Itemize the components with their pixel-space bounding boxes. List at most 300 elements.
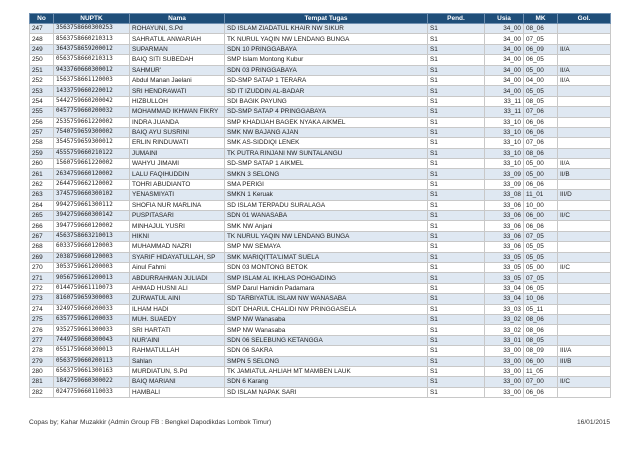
cell-no: 270 [30, 262, 54, 272]
cell-no: 274 [30, 304, 54, 314]
cell-mk: 08_05 [524, 96, 558, 106]
cell-no: 279 [30, 356, 54, 366]
cell-gol [558, 86, 611, 96]
cell-pend: S1 [428, 356, 485, 366]
cell-gol [558, 34, 611, 44]
table-row [30, 366, 611, 376]
cell-nama: SUPARMAN [130, 44, 225, 54]
cell-usia: 33_04 [485, 283, 524, 293]
cell-pend: S1 [428, 75, 485, 85]
cell-no: 281 [30, 377, 54, 387]
cell-gol [558, 138, 611, 148]
cell-no: 263 [30, 190, 54, 200]
cell-tempat: SMA PERIGI [225, 179, 428, 189]
cell-pend: S1 [428, 325, 485, 335]
cell-mk: 05_11 [524, 304, 558, 314]
table-row [30, 231, 611, 241]
cell-no: 261 [30, 169, 54, 179]
cell-nama: SAHRATUL ANWARIAH [130, 34, 225, 44]
cell-no: 262 [30, 179, 54, 189]
cell-nama: MOHAMMAD IKHWAN FIKRY [130, 107, 225, 117]
table-row [30, 65, 611, 75]
cell-no: 277 [30, 335, 54, 345]
cell-tempat: SMP Islam Montong Kubur [225, 55, 428, 65]
cell-gol: III/D [558, 190, 611, 200]
cell-nama: PUSPITASARI [130, 211, 225, 221]
cell-mk: 07_06 [524, 107, 558, 117]
cell-pend: S1 [428, 211, 485, 221]
cell-nama: MINHAJUL YUSRI [130, 221, 225, 231]
cell-pend: S1 [428, 96, 485, 106]
cell-gol: III/B [558, 356, 611, 366]
cell-nuptk: 0457759660200032 [54, 107, 130, 117]
cell-tempat: SDN 01 WANASABA [225, 211, 428, 221]
cell-no: 250 [30, 55, 54, 65]
cell-nama: MUHAMMAD NAZRI [130, 242, 225, 252]
table-row [30, 75, 611, 85]
cell-gol [558, 221, 611, 231]
cell-no: 275 [30, 314, 54, 324]
cell-gol: II/C [558, 377, 611, 387]
table-row [30, 242, 611, 252]
cell-pend: S1 [428, 138, 485, 148]
cell-usia: 33_10 [485, 127, 524, 137]
cell-pend: S1 [428, 24, 485, 34]
cell-no: 269 [30, 252, 54, 262]
cell-usia: 33_03 [485, 304, 524, 314]
cell-gol [558, 252, 611, 262]
cell-usia: 34_00 [485, 34, 524, 44]
cell-pend: S1 [428, 34, 485, 44]
table-body [30, 24, 611, 398]
cell-tempat: TK NURUL YAQIN NW LENDANG BUNGA [225, 34, 428, 44]
cell-nuptk: 1563758661120003 [54, 75, 130, 85]
cell-pend: S1 [428, 148, 485, 158]
page-footer [29, 419, 610, 429]
cell-nama: HIKNI [130, 231, 225, 241]
cell-gol: II/A [558, 75, 611, 85]
cell-nuptk: 0563758660210313 [54, 55, 130, 65]
cell-mk: 06_09 [524, 44, 558, 54]
cell-tempat: SMK AS-SIDDIQI LENEK [225, 138, 428, 148]
cell-pend: S1 [428, 169, 485, 179]
cell-tempat: SMP NW Wanasaba [225, 325, 428, 335]
cell-pend: S1 [428, 252, 485, 262]
cell-tempat: SMPN 5 SELONG [225, 356, 428, 366]
cell-tempat: SD-SMP SATAP 4 PRINGGABAYA [225, 107, 428, 117]
cell-nuptk: 9352759661300033 [54, 325, 130, 335]
cell-no: 247 [30, 24, 54, 34]
cell-gol [558, 387, 611, 397]
table-row [30, 127, 611, 137]
cell-mk: 08_06 [524, 325, 558, 335]
cell-mk: 04_00 [524, 75, 558, 85]
cell-mk: 07_00 [524, 377, 558, 387]
cell-pend: S1 [428, 273, 485, 283]
cell-gol [558, 325, 611, 335]
cell-nama: BAIQ AYU SUSRINI [130, 127, 225, 137]
cell-pend: S1 [428, 221, 485, 231]
cell-usia: 33_10 [485, 159, 524, 169]
cell-nama: SRI HARTATI [130, 325, 225, 335]
col-header-nama: Nama [130, 14, 225, 24]
cell-nuptk: 3745759660300102 [54, 190, 130, 200]
table-row [30, 117, 611, 127]
cell-pend: S1 [428, 335, 485, 345]
cell-nama: ROHAYUNI, S.Pd [130, 24, 225, 34]
cell-nuptk: 3249759660200033 [54, 304, 130, 314]
table-row [30, 221, 611, 231]
cell-gol [558, 127, 611, 137]
cell-nama: LALU FAQIHUDDIN [130, 169, 225, 179]
col-header-usia: Usia [485, 14, 524, 24]
cell-mk: 11_01 [524, 190, 558, 200]
cell-mk: 05_05 [524, 86, 558, 96]
cell-gol: II/C [558, 211, 611, 221]
cell-gol [558, 283, 611, 293]
cell-nuptk: 2634759660120002 [54, 169, 130, 179]
table-row [30, 262, 611, 272]
cell-mk: 05_05 [524, 252, 558, 262]
cell-gol: III/A [558, 346, 611, 356]
cell-tempat: SMKN 1 Keruak [225, 190, 428, 200]
cell-usia: 33_00 [485, 366, 524, 376]
cell-pend: S1 [428, 117, 485, 127]
col-header-gol: Gol. [558, 14, 611, 24]
cell-no: 271 [30, 273, 54, 283]
cell-tempat: SDN 10 PRINGGABAYA [225, 44, 428, 54]
cell-tempat: SD TARBIYATUL ISLAM NW WANASABA [225, 294, 428, 304]
cell-nuptk: 3643758659200012 [54, 44, 130, 54]
cell-usia: 33_11 [485, 96, 524, 106]
cell-nama: MUH. SUAEDY [130, 314, 225, 324]
col-header-pend: Pend. [428, 14, 485, 24]
cell-nuptk: 6563759661300163 [54, 366, 130, 376]
cell-no: 259 [30, 148, 54, 158]
cell-tempat: SDN 06 SELEBUNG KETANGGA [225, 335, 428, 345]
cell-usia: 33_10 [485, 138, 524, 148]
cell-nama: TOHRI ABUDIANTO [130, 179, 225, 189]
cell-no: 248 [30, 34, 54, 44]
cell-gol [558, 96, 611, 106]
cell-no: 273 [30, 294, 54, 304]
cell-nama: SRI HENDRAWATI [130, 86, 225, 96]
cell-nuptk: 4555759660210122 [54, 148, 130, 158]
cell-no: 255 [30, 107, 54, 117]
cell-nuptk: 8160759659300003 [54, 294, 130, 304]
cell-usia: 34_00 [485, 75, 524, 85]
cell-nama: Abdul Manan Jaelani [130, 75, 225, 85]
cell-pend: S1 [428, 304, 485, 314]
cell-pend: S1 [428, 107, 485, 117]
table-row [30, 148, 611, 158]
cell-nama: BAIQ SITI SUBEDAH [130, 55, 225, 65]
cell-nuptk: 3545759659300012 [54, 138, 130, 148]
cell-nama: HAMBALI [130, 387, 225, 397]
cell-mk: 11_05 [524, 366, 558, 376]
cell-no: 258 [30, 138, 54, 148]
cell-pend: S1 [428, 200, 485, 210]
cell-mk: 05_05 [524, 242, 558, 252]
table-row [30, 159, 611, 169]
cell-mk: 06_06 [524, 127, 558, 137]
cell-mk: 08_06 [524, 314, 558, 324]
cell-mk: 06_05 [524, 55, 558, 65]
cell-nuptk: 4563758663210013 [54, 231, 130, 241]
cell-no: 265 [30, 211, 54, 221]
cell-usia: 33_10 [485, 117, 524, 127]
cell-gol [558, 242, 611, 252]
cell-usia: 33_06 [485, 242, 524, 252]
cell-pend: S1 [428, 159, 485, 169]
table-row [30, 304, 611, 314]
cell-usia: 33_05 [485, 252, 524, 262]
cell-nuptk: 2535759661220002 [54, 117, 130, 127]
cell-no: 268 [30, 242, 54, 252]
cell-mk: 06_06 [524, 387, 558, 397]
cell-nuptk: 8563758660210313 [54, 34, 130, 44]
cell-gol [558, 55, 611, 65]
cell-pend: S1 [428, 242, 485, 252]
table-row [30, 190, 611, 200]
cell-nama: Sahlan [130, 356, 225, 366]
cell-pend: S1 [428, 294, 485, 304]
cell-gol [558, 231, 611, 241]
cell-usia: 33_06 [485, 221, 524, 231]
cell-no: 280 [30, 366, 54, 376]
cell-nuptk: 3947759660120002 [54, 221, 130, 231]
cell-no: 249 [30, 44, 54, 54]
cell-no: 252 [30, 75, 54, 85]
cell-nama: AHMAD HUSNI ALI [130, 283, 225, 293]
cell-no: 260 [30, 159, 54, 169]
table-row [30, 346, 611, 356]
col-header-tempat: Tempat Tugas [225, 14, 428, 24]
cell-tempat: TK NURUL YAQIN NW LENDANG BUNGA [225, 231, 428, 241]
table-row [30, 55, 611, 65]
cell-gol [558, 148, 611, 158]
cell-nama: ZURWATUL AINI [130, 294, 225, 304]
cell-mk: 08_06 [524, 24, 558, 34]
header-row [30, 14, 611, 24]
cell-mk: 10_00 [524, 200, 558, 210]
cell-tempat: TK PUTRA RINJANI NW SUNTALANGU [225, 148, 428, 158]
cell-nama: MURDIATUN, S.Pd [130, 366, 225, 376]
cell-tempat: SDN 6 Karang [225, 377, 428, 387]
cell-nama: Ainul Fahmi [130, 262, 225, 272]
cell-gol [558, 24, 611, 34]
cell-usia: 33_11 [485, 107, 524, 117]
cell-pend: S1 [428, 314, 485, 324]
table-row [30, 96, 611, 106]
cell-gol [558, 107, 611, 117]
cell-no: 264 [30, 200, 54, 210]
table-row [30, 252, 611, 262]
cell-gol [558, 366, 611, 376]
cell-nuptk: 1560759661220002 [54, 159, 130, 169]
cell-tempat: SDN 06 SAKRA [225, 346, 428, 356]
cell-mk: 07_05 [524, 34, 558, 44]
cell-no: 282 [30, 387, 54, 397]
cell-usia: 33_06 [485, 200, 524, 210]
cell-mk: 06_06 [524, 221, 558, 231]
cell-nama: BAIQ MARIANI [130, 377, 225, 387]
cell-nama: SHOFIA NUR MARLINA [130, 200, 225, 210]
cell-gol [558, 335, 611, 345]
cell-usia: 33_08 [485, 190, 524, 200]
cell-tempat: SMP Darul Hamidin Padamara [225, 283, 428, 293]
table-row [30, 387, 611, 397]
cell-pend: S1 [428, 86, 485, 96]
cell-tempat: SMP NW SEMAYA [225, 242, 428, 252]
cell-nama: YENASMIYATI [130, 190, 225, 200]
cell-usia: 34_00 [485, 55, 524, 65]
cell-mk: 08_09 [524, 346, 558, 356]
footer-date: 16/01/2015 [576, 419, 610, 426]
cell-nuptk: 3942759660300142 [54, 211, 130, 221]
cell-gol [558, 304, 611, 314]
cell-usia: 33_06 [485, 211, 524, 221]
cell-mk: 05_00 [524, 262, 558, 272]
cell-tempat: SDN 03 MONTONG BETOK [225, 262, 428, 272]
cell-mk: 05_00 [524, 169, 558, 179]
cell-tempat: SDN 03 PRINGGABAYA [225, 65, 428, 75]
cell-pend: S1 [428, 283, 485, 293]
cell-mk: 06_06 [524, 179, 558, 189]
table-row [30, 200, 611, 210]
cell-usia: 33_00 [485, 377, 524, 387]
cell-no: 266 [30, 221, 54, 231]
data-sheet [29, 13, 610, 398]
cell-mk: 07_06 [524, 138, 558, 148]
cell-tempat: SD ISLAM TERPADU SURALAGA [225, 200, 428, 210]
cell-no: 276 [30, 325, 54, 335]
cell-nama: RAHMATULLAH [130, 346, 225, 356]
cell-no: 256 [30, 117, 54, 127]
cell-tempat: SMKN 3 SELONG [225, 169, 428, 179]
cell-mk: 06_00 [524, 356, 558, 366]
cell-pend: S1 [428, 346, 485, 356]
cell-usia: 33_06 [485, 231, 524, 241]
cell-mk: 10_06 [524, 294, 558, 304]
cell-nuptk: 6357759661200033 [54, 314, 130, 324]
cell-usia: 33_09 [485, 179, 524, 189]
table-row [30, 44, 611, 54]
table-row [30, 283, 611, 293]
cell-pend: S1 [428, 231, 485, 241]
table-row [30, 34, 611, 44]
cell-tempat: SMP KHADIJAH BAGEK NYAKA AIKMEL [225, 117, 428, 127]
cell-usia: 33_04 [485, 294, 524, 304]
cell-nuptk: 0551759660300013 [54, 346, 130, 356]
cell-gol [558, 314, 611, 324]
cell-tempat: SD IT IZUDDIN AL-BADAR [225, 86, 428, 96]
cell-mk: 06_00 [524, 211, 558, 221]
cell-nama: HIZBULLOH [130, 96, 225, 106]
cell-usia: 34_00 [485, 86, 524, 96]
cell-mk: 06_06 [524, 117, 558, 127]
cell-nuptk: 9056759661200013 [54, 273, 130, 283]
cell-tempat: SMK MARIQITTA'LIMAT SUELA [225, 252, 428, 262]
cell-usia: 33_00 [485, 346, 524, 356]
cell-gol [558, 294, 611, 304]
cell-nuptk: 3563758660300253 [54, 24, 130, 34]
cell-no: 251 [30, 65, 54, 75]
cell-usia: 33_09 [485, 169, 524, 179]
table-row [30, 314, 611, 324]
cell-nuptk: 7449759660300043 [54, 335, 130, 345]
table-row [30, 24, 611, 34]
table-row [30, 138, 611, 148]
cell-tempat: SMP NW Wanasaba [225, 314, 428, 324]
teacher-table [29, 13, 611, 398]
cell-nuptk: 9942759661300112 [54, 200, 130, 210]
cell-no: 278 [30, 346, 54, 356]
cell-tempat: SMP ISLAM AL IKHLAS POHGADING [225, 273, 428, 283]
table-row [30, 107, 611, 117]
cell-pend: S1 [428, 190, 485, 200]
cell-nama: ILHAM HADI [130, 304, 225, 314]
cell-usia: 33_01 [485, 335, 524, 345]
cell-pend: S1 [428, 366, 485, 376]
cell-pend: S1 [428, 179, 485, 189]
col-header-no: No [30, 14, 54, 24]
cell-nama: WAHYU JIMAMI [130, 159, 225, 169]
cell-gol [558, 200, 611, 210]
table-row [30, 86, 611, 96]
cell-pend: S1 [428, 55, 485, 65]
cell-mk: 08_05 [524, 335, 558, 345]
cell-mk: 07_05 [524, 273, 558, 283]
cell-mk: 07_05 [524, 231, 558, 241]
cell-tempat: SDIT DHARUL CHALIDI NW PRINGGASELA [225, 304, 428, 314]
cell-nuptk: 6033759660120003 [54, 242, 130, 252]
footer-credit: Copas by; Kahar Muzakkir (Admin Group FB : Bengkel Dapodikdas Lombok Timur) [29, 419, 272, 426]
cell-gol [558, 117, 611, 127]
cell-usia: 33_05 [485, 273, 524, 283]
cell-pend: S1 [428, 262, 485, 272]
cell-tempat: SMK NW Anjani [225, 221, 428, 231]
cell-tempat: SMK NW BAJANG AJAN [225, 127, 428, 137]
cell-nuptk: 1842759660300022 [54, 377, 130, 387]
col-header-mk: MK [524, 14, 558, 24]
cell-gol: II/A [558, 44, 611, 54]
cell-mk: 05_00 [524, 159, 558, 169]
cell-nama: NUR'AINI [130, 335, 225, 345]
cell-gol [558, 179, 611, 189]
table-row [30, 356, 611, 366]
cell-nama: JUMAINI [130, 148, 225, 158]
cell-nama: SAHMUR' [130, 65, 225, 75]
cell-gol: II/A [558, 159, 611, 169]
table-row [30, 211, 611, 221]
cell-nuptk: 3053759661200003 [54, 262, 130, 272]
cell-mk: 06_05 [524, 283, 558, 293]
table-row [30, 377, 611, 387]
cell-tempat: TK JAMIATUL AHLIAH MT MAMBEN LAUK [225, 366, 428, 376]
cell-gol: II/C [558, 262, 611, 272]
cell-pend: S1 [428, 387, 485, 397]
cell-usia: 33_05 [485, 262, 524, 272]
cell-usia: 34_00 [485, 24, 524, 34]
cell-nama: ERLIN RINDUWATI [130, 138, 225, 148]
table-row [30, 169, 611, 179]
cell-tempat: SDI BAGIK PAYUNG [225, 96, 428, 106]
cell-nuptk: 9433760660300012 [54, 65, 130, 75]
cell-nuptk: 0563759660200113 [54, 356, 130, 366]
cell-nama: SYARIF HIDAYATULLAH, SP [130, 252, 225, 262]
cell-nuptk: 5442759660200042 [54, 96, 130, 106]
